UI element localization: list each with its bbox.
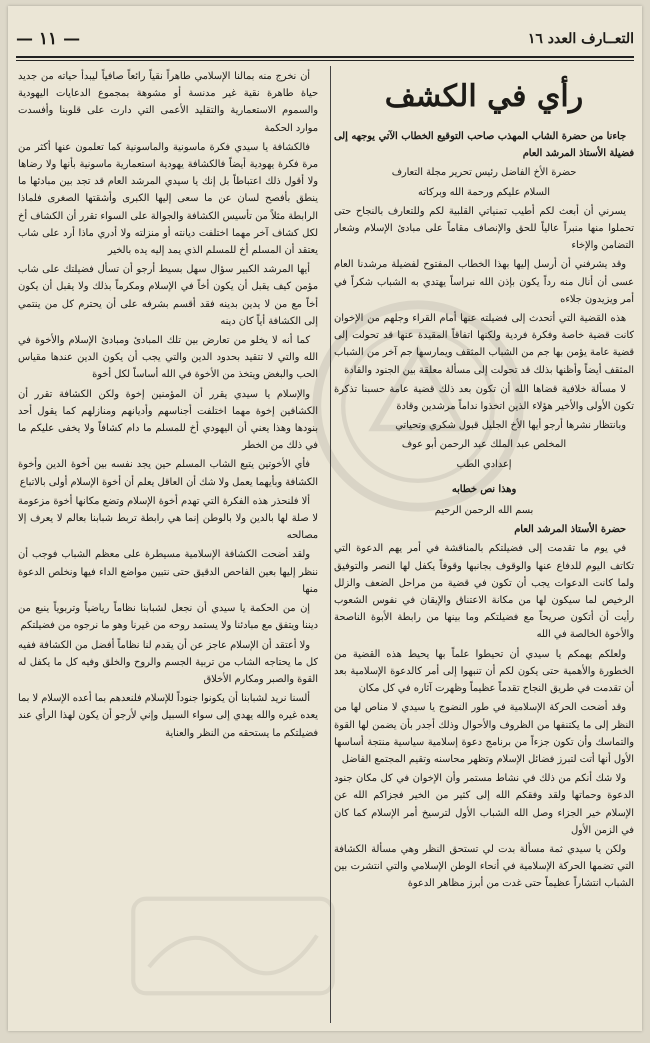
article-intro: جاءنا من حضرة الشاب المهذب صاحب التوقيع الخطاب الآتي يوجهه إلى فضيلة الأستاذ المرشد العام bbox=[334, 131, 634, 160]
paragraph: وقد أضحت الحركة الإسلامية في طور النضوج يا سيدي لا مناص لها من النظر إلى ما يكتنفها من الظروف والأحوال وذلك أجدر بأن يضمن لها القوة والتماسك وأن تكون جزءاً من برنامج دعوة إسلامية سياسية منتجة أساسها الأول أنها أتت لتبرز فضائل الإسلام وتظهر محاسنه وتقيم المجتمع الفاضل bbox=[334, 702, 634, 765]
paragraph: ولكن يا سيدي ثمة مسألة بدت لي تستحق النظر وهي مسألة الكشافة التي تضمها الحركة الإسلامية في أنحاء الوطن الإسلامي والتي انتشرت بين الشباب انتشاراً عظيماً حتى غدت من أبرز مظاهر الدعوة bbox=[334, 843, 634, 890]
newspaper-page bbox=[8, 6, 642, 1031]
paragraph: والإسلام يا سيدي يقرر أن المؤمنين إخوة ولكن الكشافة تقرر أن الكشافين إخوة مهما اختلفت أجناسهم وأديانهم ومنازلهم كما يقول أحد بنودها وهذا يعني أن اليهودي أخ للمسلم ما دام كشافاً ولا يخفى عليكم ما في ذلك من الخطر bbox=[18, 388, 318, 452]
page-number: — ١١ — bbox=[16, 29, 81, 49]
page-header bbox=[16, 24, 634, 54]
signature-title: إعدادي الطب bbox=[456, 458, 512, 470]
paragraph: ألسنا نريد لشبابنا أن يكونوا جنوداً للإسلام فلنعدهم بما أعده الإسلام لا بما يعده غيره والله يهدي إلى سواء السبيل وإني لأرجو أن يكون لهذا الرأي عند فضيلتكم ما يستحقه من النظر والعناية bbox=[18, 693, 318, 739]
article-title: رأي في الكشف bbox=[384, 79, 584, 114]
paragraph: وقد يشرفني أن أرسل إليها بهذا الخطاب المفتوح لفضيلة مرشدنا العام عسى أن أنال منه رداً يكون بإذن الله نبراساً يهتدي به الشباب شكراً في أمر ويزيدون جلاءه bbox=[334, 259, 634, 305]
paragraph: ولقد أضحت الكشافة الإسلامية مسيطرة على معظم الشباب فوجب أن ننظر إليها بعين الفاحص الدقيق حتى نتبين مواضع الداء فيها ونخلص الدعوة منها bbox=[18, 549, 318, 595]
reply-heading: وهذا نص خطابه bbox=[451, 483, 517, 495]
paragraph: في يوم ما تقدمت إلى فضيلتكم بالمناقشة في أمر يهم الدعوة التي تكاتف اليوم للدفاع عنها والوقوف بجانبها وقوفاً يكفل لها النصر والتوفيق ولما كانت الدعوات يجب أن تكون في قضية من مراحل الضعف والزلل الرخيص لما سيكون لها من مكانة الاعتناق والإيقان في نفوس الشعوب رأيت أن أتكون صريحاً مع فضيلتكم وما بينها من رابطة الأبوة الناصحة والأخوة الخالصة في الله bbox=[334, 543, 634, 641]
paragraph: ولا أعتقد أن الإسلام عاجز عن أن يقدم لنا نظاماً أفضل من الكشافة ففيه كل ما يحتاجه الشاب من تربية الجسم والروح والخلق وفيه كل ما يكفل له القوة والصبر ومكارم الأخلاق bbox=[18, 639, 318, 685]
paragraph: أن نخرج منه بمالنا الإسلامي طاهراً نقياً رائعاً صافياً ليبدأ حياته من جديد حياة طاهرة نقية غير مدنسة أو مشوهة بمجموع الدعايات اليهودية والسموم الاستعمارية والتقليد الأعمى التي دارت على قلوبنا وأفسدت موارد الحكمة bbox=[18, 71, 318, 134]
paragraph: إن من الحكمة يا سيدي أن نجعل لشبابنا نظاماً رياضياً وتربوياً ينبع من ديننا ويتفق مع مبادئنا ولا يستمد روحه من غيرنا وهو ما نرجوه من فضيلتكم bbox=[18, 603, 318, 632]
paragraph: وبانتظار نشرها أرجو أيها الأخ الجليل قبول شكري وتحياتي bbox=[395, 420, 626, 432]
paragraph: فأي الأخوتين يتبع الشاب المسلم حين يجد نفسه بين أخوة الدين وأخوة الكشافة وبأيهما يعمل ولا شك أن العاقل يعلم أن أخوة الإسلام أولى بالاتباع bbox=[18, 459, 318, 488]
paragraph: ألا فلنحذر هذه الفكرة التي تهدم أخوة الإسلام وتضع مكانها أخوة مزعومة لا صلة لها بالدين ولا بالوطن إنما هي رابطة تربط شبابنا بعالم لا يعرف إلا مصالحه bbox=[18, 495, 318, 542]
paragraph: ولا شك أنكم من ذلك في نشاط مستمر وأن الإخوان في كل مكان جنود الدعوة وحماتها ولقد وفقكم الله إلى كثير من الخير فجزاكم الله عن الإسلام خير الجزاء وصل الله الشباب الأول لترسيخ أمر الإسلام كما كان في الزمن الأول bbox=[334, 773, 634, 836]
paragraph: يسرني أن أبعث لكم أطيب تمنياتي القلبية لكم وللتعارف بالنجاح حتى تحملوا منها منبراً عالياً للحق والإنصاف مقاماً على مبادئ الإسلام وشعار التضامن والإخاء bbox=[334, 205, 634, 252]
basmala: بسم الله الرحمن الرحيم bbox=[434, 505, 534, 517]
paragraph: هذه القضية التي أتحدث إلى فضيلته عنها أمام القراء وجلهم من الإخوان كانت قضية خاصة وفكرة فردية ولكنها اتفاقاً المقيدة عنها قد تحولت إلى قضية عامة يؤمن بها جم من الشباب المثقف ويمارسها جم آخر من الشباب المثقف أيضاً وأظنها بذلك قد تحولت إلى مسألة معلقة بين الجنود والقادة bbox=[334, 313, 634, 376]
letter-greeting: السلام عليكم ورحمة الله وبركاته bbox=[418, 186, 550, 198]
reply-salutation: حضرة الأستاذ المرشد العام bbox=[514, 524, 626, 536]
paragraph: أيها المرشد الكبير سؤال سهل بسيط أرجو أن تسأل فضيلتك على شاب مؤمن كيف يقبل أن يكون أخاً في الإسلام ومكرماً بذلك ولا يقبل أن يكون أخاً مع من لا يدين بدينه فقد أقسم بشرفه على أن يحترم كل من ينتمي إلى الكشافة أياً كان دينه bbox=[18, 264, 318, 327]
column-divider bbox=[330, 66, 331, 1023]
paragraph: لا مسألة خلافية قضاها الله أن تكون بعد ذلك قضية عامة حسبنا تذكرة تكون الأولى والأخير هؤلاء الذين اتخذوا نداماً مرشدين وقادة bbox=[334, 383, 634, 413]
paragraph: ولعلكم يهمكم يا سيدي أن تحيطوا علماً بها يحيط هذه القضية من الخطورة والأهمية حتى يكون لكم أن تنبهوا إلى أمر كالدعوة الإسلامية بعد أن تقدمت في طريق النجاح تقدماً عظيماً وظهرت آثاره في كل مكان bbox=[334, 648, 634, 695]
journal-title: التعــارف العدد ١٦ bbox=[527, 31, 634, 47]
paragraph: كما أنه لا يخلو من تعارض بين تلك المبادئ ومبادئ الإسلام والأخوة في الله والتي لا تتقيد بحدود الدين والتي يجب أن يكون الدين عندها مقياس الحب والبغض ويتخذ من الأخوة في الله أساساً لكل أخوة bbox=[18, 335, 318, 381]
header-rule bbox=[16, 56, 634, 58]
signature-name: المخلص عبد الملك عبد الرحمن أبو عوف bbox=[401, 439, 567, 451]
right-column bbox=[334, 68, 634, 1023]
paragraph: فالكشافة يا سيدي فكرة ماسونية والماسونية كما تعلمون عنها أكثر من مرة فكرة يهودية أيضاً فالكشافة يهودية استعمارية ماسونية بأنها ولا رضاها ولا أقول ذلك اعتباطاً بل إنك يا سيدي المرشد العام قد تجد بين مبادئها ما ينطق بأفصح لسان عن ما سعى إليها الكبرى وأشقتها الصغرى فلماذا الرابطة مثلاً من تأسيس الكشافة والجوالة على السواء تقرر أن الكشاف أخ لكل كشاف آخر مهما اختلفت ديانته أو منزلته ولا أدري ماذا أرد على شاب يعتقد أن المسلم أخ للمسلم الذي يمد إليه يده بالخير bbox=[18, 141, 318, 257]
header-rule-thin bbox=[16, 60, 634, 61]
left-column bbox=[18, 68, 318, 1023]
letter-salutation: حضرة الأخ الفاضل رئيس تحرير مجلة التعارف bbox=[391, 167, 577, 179]
